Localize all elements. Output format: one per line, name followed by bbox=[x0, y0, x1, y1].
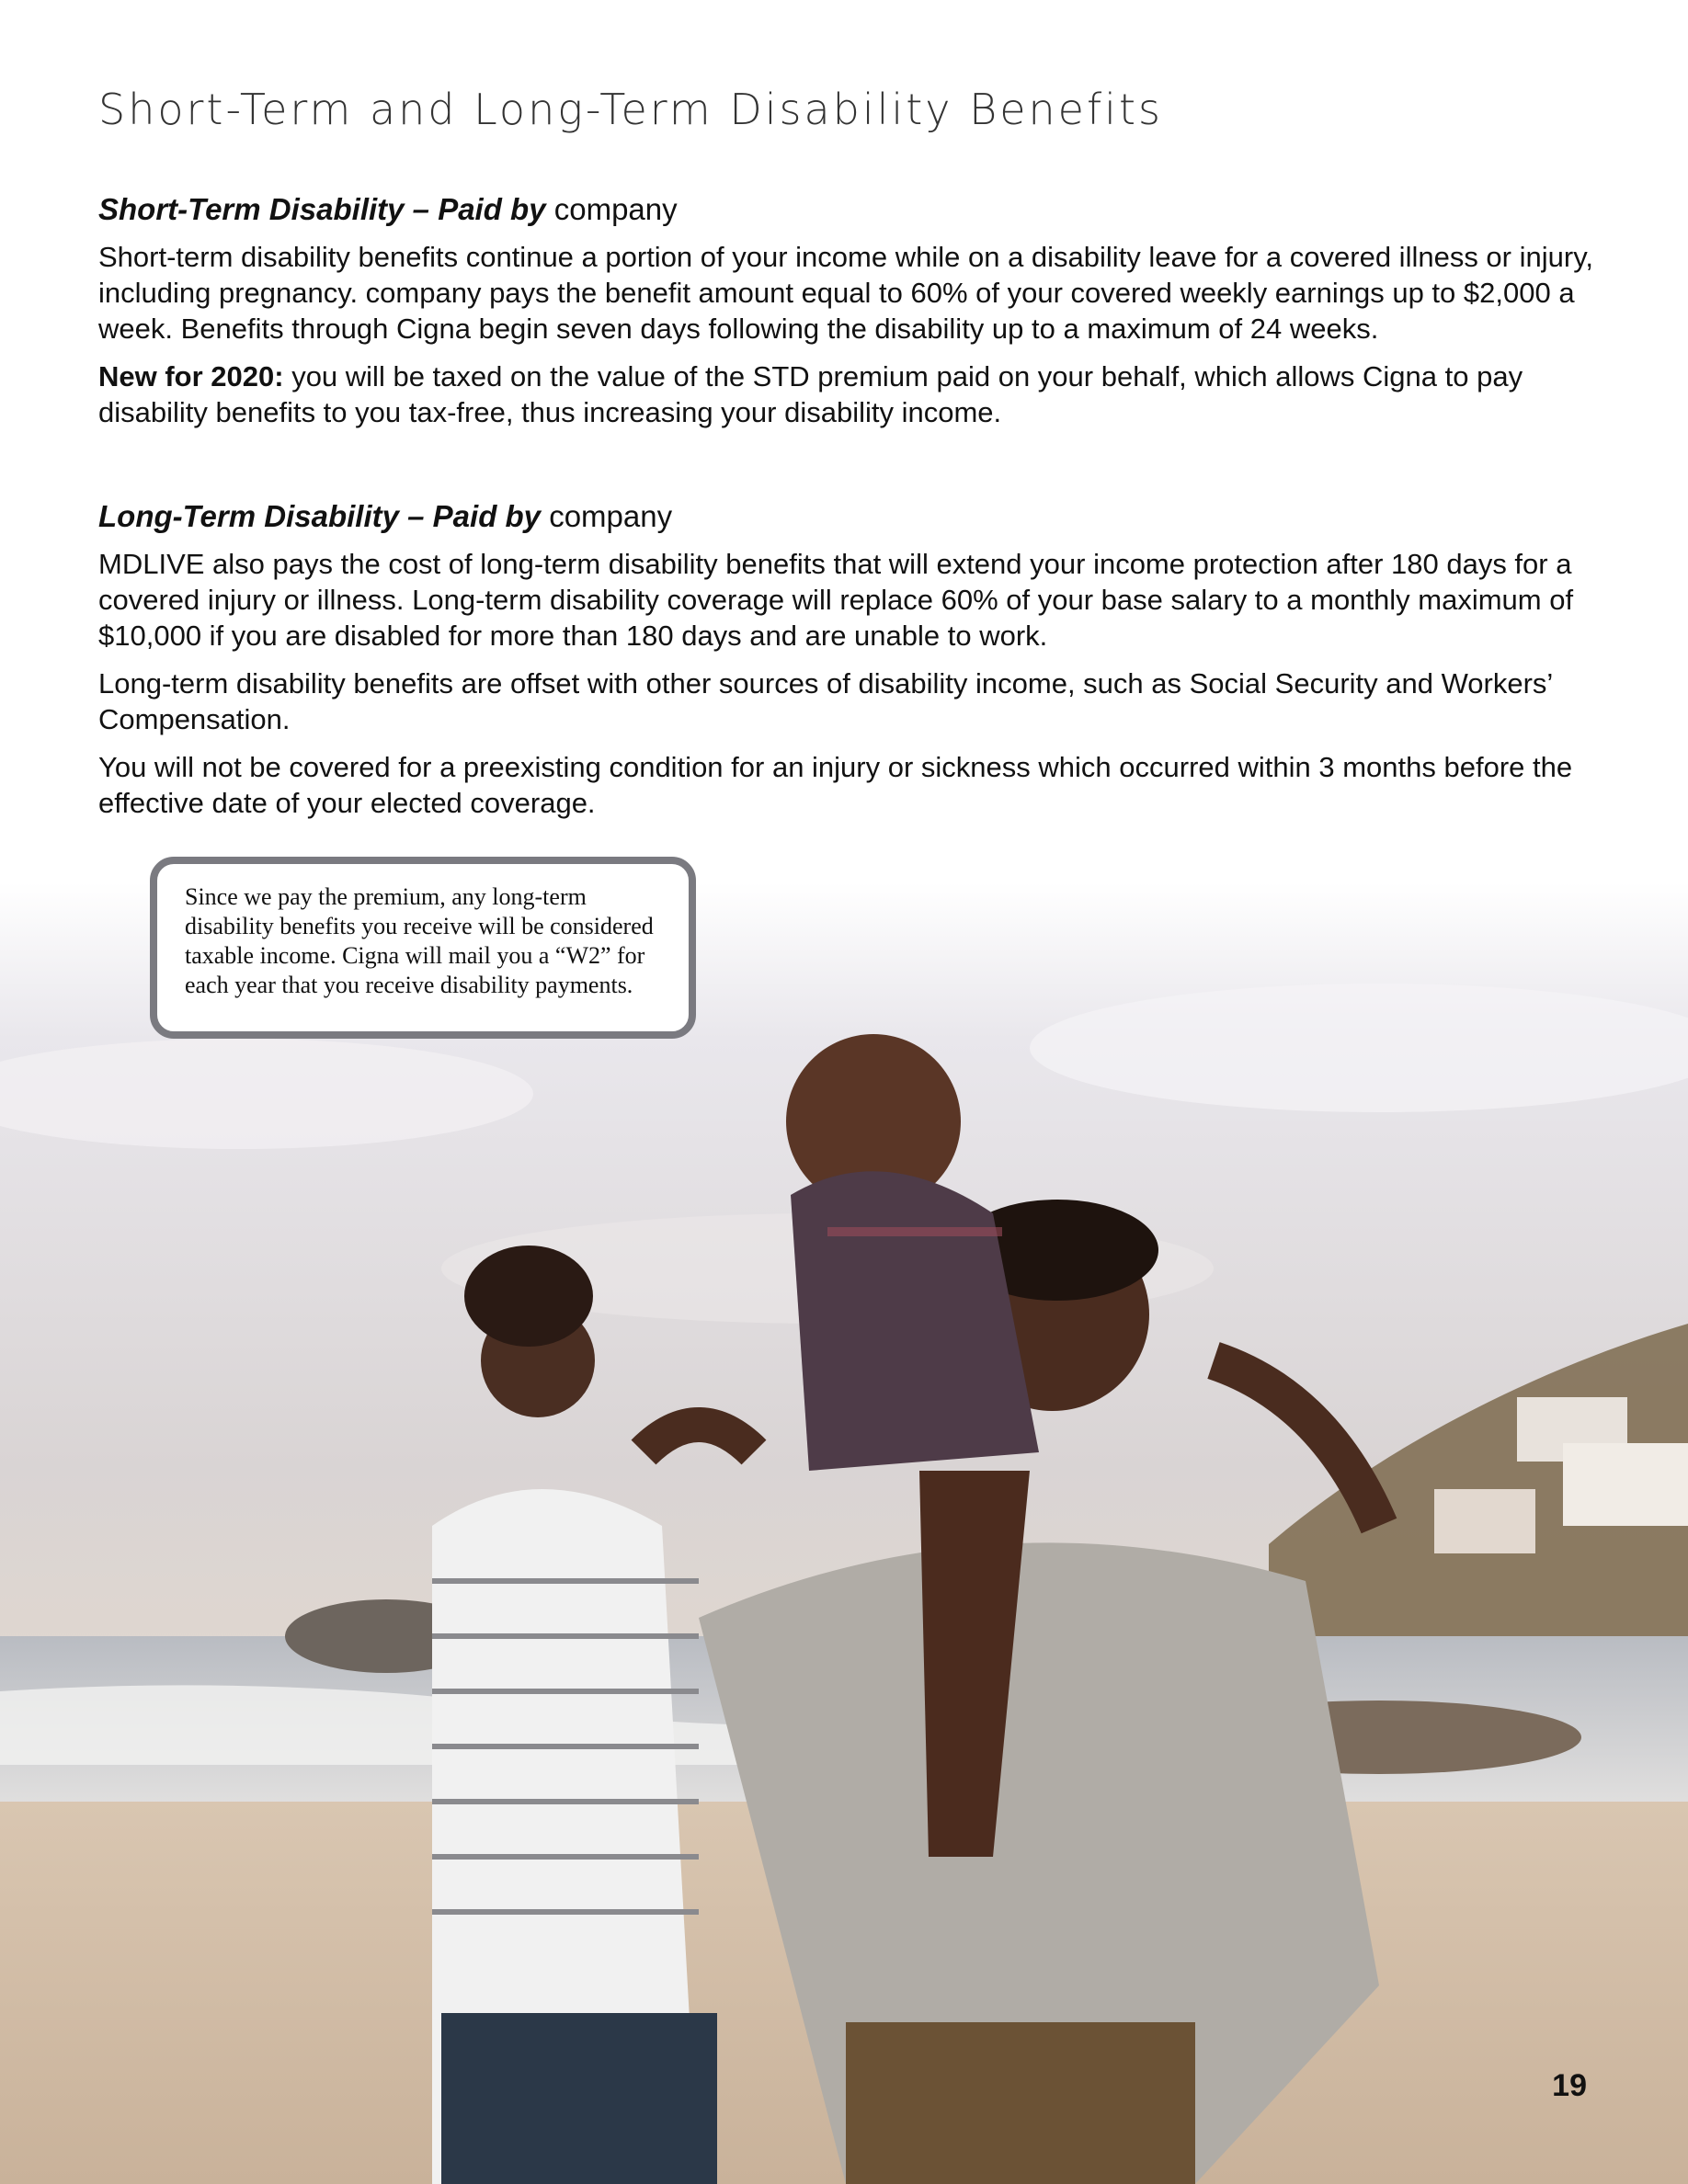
std-paragraph-2 bbox=[98, 358, 1597, 430]
std-heading-label: Short-Term Disability – Paid by bbox=[98, 192, 546, 226]
std-new-label: New for 2020: bbox=[98, 360, 284, 392]
ltd-paragraph-2: Long-term disability benefits are offset with other sources of disability income, such as Social Security and Workers’ Compensation. bbox=[98, 667, 1553, 735]
ltd-paragraph-3: You will not be covered for a preexisting condition for an injury or sickness which occurred within 3 months before the effective date of your elected coverage. bbox=[98, 751, 1573, 819]
page-title: Short-Term and Long-Term Disability Benefits bbox=[98, 85, 1163, 134]
page-number: 19 bbox=[1552, 2068, 1587, 2103]
taxable-income-callout: Since we pay the premium, any long-term disability benefits you receive will be considered taxable income. Cigna will mail you a “W2” for each year that you receive disability payments. bbox=[150, 857, 696, 1039]
short-term-disability-section bbox=[98, 189, 1597, 442]
ltd-paragraph-1: MDLIVE also pays the cost of long-term disability benefits that will extend your income protection after 180 days for a covered injury or illness. Long-term disability coverage will replace 60% of your base salary to a monthly maximum of $10,000 if you are disabled for more than 180 days and are unable to work. bbox=[98, 548, 1574, 652]
std-paragraph-1: Short-term disability benefits continue a portion of your income while on a disability leave for a covered illness or injury, including pregnancy. company pays the benefit amount equal to 60% of your covered weekly earnings up to $2,000 a week. Benefits through Cigna begin seven days following the disability up to a maximum of 24 weeks. bbox=[98, 241, 1594, 345]
std-heading bbox=[98, 189, 1597, 230]
std-heading-payer: company bbox=[553, 192, 678, 226]
long-term-disability-section bbox=[98, 496, 1597, 833]
ltd-heading bbox=[98, 496, 1597, 537]
ltd-heading-label: Long-Term Disability – Paid by bbox=[98, 499, 542, 533]
family-beach-photo bbox=[0, 882, 1688, 2184]
ltd-heading-payer: company bbox=[549, 499, 673, 533]
std-new-text: you will be taxed on the value of the STD premium paid on your behalf, which allows Cigna to pay disability benefits to you tax-free, thus increasing your disability income. bbox=[98, 360, 1523, 428]
